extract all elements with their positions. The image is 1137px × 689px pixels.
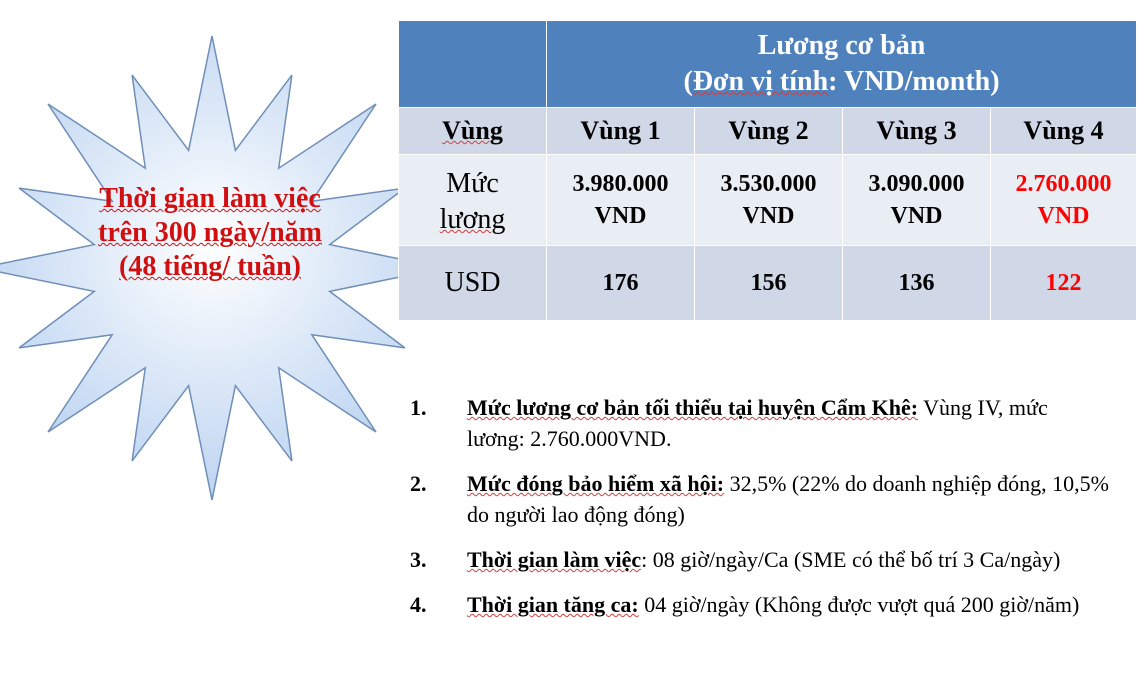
- usd-row: [399, 246, 1137, 321]
- usd-region-3-cell: 136: [843, 246, 991, 321]
- salary-region-4-cell: 2.760.000 VND: [991, 155, 1137, 246]
- region-header-cell: Vùng: [399, 108, 547, 155]
- region-4-cell: Vùng 4: [991, 108, 1137, 155]
- list-item-text: Vùng IV, mức lương: 2.760.000VND.: [467, 395, 1048, 451]
- usd-region-4-cell: 122: [991, 246, 1137, 321]
- notes-list: [410, 392, 1110, 634]
- salary-table: [398, 20, 1137, 321]
- usd-region-1-cell: 176: [547, 246, 695, 321]
- salary-region-1-cell: 3.980.000 VND: [547, 155, 695, 246]
- list-item-number: 3.: [410, 547, 427, 572]
- table-title-line1: Lương cơ bản: [757, 30, 926, 61]
- list-item-number: 2.: [410, 471, 427, 496]
- list-item-body: [467, 468, 1110, 530]
- header-empty-cell: [399, 21, 547, 108]
- list-item: [410, 392, 1110, 454]
- usd-region-2-cell: 156: [695, 246, 843, 321]
- table-title-line2: (Đơn vị tính: VND/month): [683, 66, 1000, 97]
- salary-label-cell: Mức lương: [399, 155, 547, 246]
- region-1-cell: Vùng 1: [547, 108, 695, 155]
- list-item-label: Mức đóng bảo hiểm xã hội:: [467, 471, 725, 496]
- region-2-cell: Vùng 2: [695, 108, 843, 155]
- list-item-label: Thời gian tăng ca:: [467, 592, 639, 617]
- list-item-body: [467, 392, 1110, 454]
- list-item-body: [467, 544, 1110, 575]
- list-item-body: [467, 589, 1110, 620]
- region-3-cell: Vùng 3: [843, 108, 991, 155]
- list-item-label: Mức lương cơ bản tối thiểu tại huyện Cẩm Khê:: [467, 395, 919, 420]
- salary-region-3-cell: 3.090.000 VND: [843, 155, 991, 246]
- table-header-row: [399, 21, 1137, 108]
- list-item: [410, 468, 1110, 530]
- list-item: [410, 589, 1110, 620]
- list-item-number: 4.: [410, 592, 427, 617]
- salary-region-2-cell: 3.530.000 VND: [695, 155, 843, 246]
- list-item-text: 32,5% (22% do doanh nghiệp đóng, 10,5% do người lao động đóng): [467, 471, 1110, 527]
- salary-row: [399, 155, 1137, 246]
- table-title: [547, 21, 1137, 108]
- usd-label-cell: USD: [399, 246, 547, 321]
- star-callout-text: Thời gian làm việc trên 300 ngày/năm (48 tiếng/ tuần): [98, 183, 322, 282]
- list-item-text: : 08 giờ/ngày/Ca (SME có thể bố trí 3 Ca/ngày): [641, 547, 1061, 572]
- list-item-number: 1.: [410, 395, 427, 420]
- list-item-label: Thời gian làm việc: [467, 547, 642, 572]
- region-row: [399, 108, 1137, 155]
- list-item: [410, 544, 1110, 575]
- list-item-text: 04 giờ/ngày (Không được vượt quá 200 giờ/năm): [638, 592, 1080, 617]
